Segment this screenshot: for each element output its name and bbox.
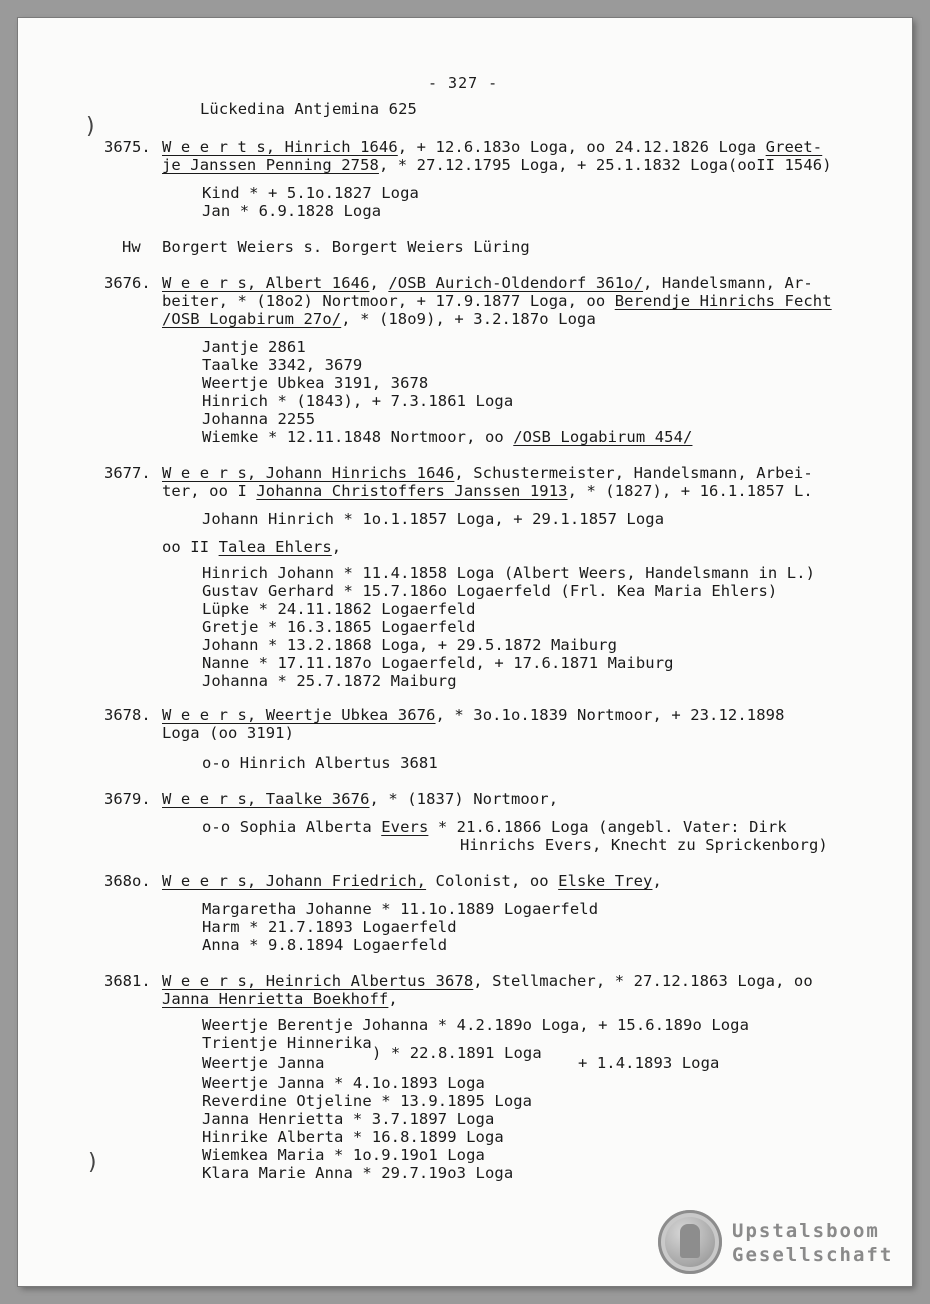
text-segment: , * (1837) Nortmoor, <box>369 790 559 808</box>
text-line <box>162 138 822 156</box>
entry-number: 3676. <box>104 274 151 292</box>
margin-bracket-mark: ) <box>86 1150 100 1175</box>
underlined-text: Johanna Christoffers Janssen 1913 <box>256 482 568 500</box>
underlined-text: Janna Henrietta Boekhoff <box>162 990 389 1008</box>
text-segment: Wiemke * 12.11.1848 Nortmoor, oo <box>202 428 514 446</box>
text-line <box>578 1054 719 1072</box>
text-line <box>202 1164 513 1182</box>
text-line <box>162 538 341 556</box>
text-line <box>202 1128 504 1146</box>
text-segment: Reverdine Otjeline * 13.9.1895 Loga <box>202 1092 533 1110</box>
text-line <box>162 872 662 890</box>
text-segment: , + 12.6.183o Loga, oo 24.12.1826 Loga <box>397 138 766 156</box>
text-line <box>202 900 598 918</box>
text-line <box>162 482 813 500</box>
text-segment: * 21.6.1866 Loga (angebl. Vater: Dirk <box>428 818 787 836</box>
text-line <box>162 724 294 742</box>
text-segment: Harm * 21.7.1893 Logaerfeld <box>202 918 457 936</box>
text-line <box>202 582 777 600</box>
text-segment: beiter, * (18o2) Nortmoor, + 17.9.1877 Loga, oo <box>162 292 615 310</box>
text-segment: Johann * 13.2.1868 Loga, + 29.5.1872 Maiburg <box>202 636 617 654</box>
text-line <box>202 1110 494 1128</box>
text-segment: , * (1827), + 16.1.1857 L. <box>567 482 813 500</box>
text-segment: Loga (oo 3191) <box>162 724 295 742</box>
text-segment: , Stellmacher, * 27.12.1863 Loga, oo <box>473 972 813 990</box>
text-segment: + 1.4.1893 Loga <box>578 1054 720 1072</box>
underlined-text: W e e r s, Heinrich Albertus 3678 <box>162 972 474 990</box>
text-line <box>202 1054 325 1072</box>
page-number: - 327 - <box>428 74 499 92</box>
text-segment: Jan * 6.9.1828 Loga <box>202 202 382 220</box>
text-line <box>162 238 530 256</box>
text-segment: Johanna * 25.7.1872 Maiburg <box>202 672 457 690</box>
text-line <box>202 428 692 446</box>
text-segment: Lüpke * 24.11.1862 Logaerfeld <box>202 600 476 618</box>
text-line <box>460 836 828 854</box>
text-line <box>202 202 381 220</box>
text-line <box>202 1092 532 1110</box>
text-segment: Weertje Berentje Johanna * 4.2.189o Loga, + 15.6.189o Loga <box>202 1016 750 1034</box>
text-line <box>202 936 447 954</box>
text-line <box>162 972 813 990</box>
underlined-text: W e e r s, Taalke 3676 <box>162 790 370 808</box>
text-segment: Margaretha Johanne * 11.1o.1889 Logaerfeld <box>202 900 599 918</box>
text-line <box>202 818 787 836</box>
underlined-text: Berendje Hinrichs Fecht <box>614 292 832 310</box>
entry-number: 3675. <box>104 138 151 156</box>
entry-number: 3681. <box>104 972 151 990</box>
text-line <box>202 356 362 374</box>
underlined-text: W e e r s, Albert 1646 <box>162 274 370 292</box>
text-line <box>162 292 832 310</box>
text-line <box>202 184 419 202</box>
text-line <box>202 392 513 410</box>
text-segment: Janna Henrietta * 3.7.1897 Loga <box>202 1110 495 1128</box>
text-segment: Klara Marie Anna * 29.7.19o3 Loga <box>202 1164 514 1182</box>
text-segment: Weertje Ubkea 3191, 3678 <box>202 374 429 392</box>
underlined-text: Talea Ehlers <box>218 538 332 556</box>
text-segment: Hinrichs Evers, Knecht zu Sprickenborg) <box>460 836 828 854</box>
text-line <box>372 1044 542 1062</box>
text-line <box>162 310 596 328</box>
entry-number: 368o. <box>104 872 151 890</box>
text-segment: Kind * + 5.1o.1827 Loga <box>202 184 419 202</box>
text-segment: Johanna 2255 <box>202 410 316 428</box>
text-segment: Hinrich Johann * 11.4.1858 Loga (Albert Weers, Handelsmann in L.) <box>202 564 816 582</box>
text-segment: Borgert Weiers s. Borgert Weiers Lüring <box>162 238 530 256</box>
text-line <box>202 510 664 528</box>
document-page <box>18 18 912 1286</box>
text-segment: , <box>369 274 389 292</box>
text-line <box>162 790 558 808</box>
text-segment: ter, oo I <box>162 482 257 500</box>
brand-name-line2: Gesellschaft <box>732 1244 894 1266</box>
underlined-text: je Janssen Penning 2758 <box>162 156 379 174</box>
text-line <box>202 1074 485 1092</box>
text-segment: ) * 22.8.1891 Loga <box>372 1044 542 1062</box>
text-line <box>202 654 674 672</box>
entry-number: 3678. <box>104 706 151 724</box>
underlined-text: Greet- <box>765 138 823 156</box>
text-segment: Hinrike Alberta * 16.8.1899 Loga <box>202 1128 504 1146</box>
text-line <box>200 100 417 118</box>
text-segment: Johann Hinrich * 1o.1.1857 Loga, + 29.1.1857 Loga <box>202 510 665 528</box>
text-segment: Hinrich * (1843), + 7.3.1861 Loga <box>202 392 514 410</box>
text-line <box>202 1034 372 1052</box>
text-line <box>202 918 457 936</box>
text-segment: o-o Hinrich Albertus 3681 <box>202 754 438 772</box>
text-segment: Anna * 9.8.1894 Logaerfeld <box>202 936 448 954</box>
text-segment: Lückedina Antjemina 625 <box>200 100 417 118</box>
text-segment: Nanne * 17.11.187o Logaerfeld, + 17.6.1871 Maiburg <box>202 654 674 672</box>
text-segment: Gretje * 16.3.1865 Logaerfeld <box>202 618 476 636</box>
text-segment: Gustav Gerhard * 15.7.186o Logaerfeld (Frl. Kea Maria Ehlers) <box>202 582 778 600</box>
text-line <box>202 672 457 690</box>
text-line <box>162 990 398 1008</box>
text-segment: , * 27.12.1795 Loga, + 25.1.1832 Loga(ooII 1546) <box>378 156 832 174</box>
underlined-text: /OSB Logabirum 454/ <box>513 428 693 446</box>
text-line <box>202 374 428 392</box>
text-line <box>202 618 476 636</box>
text-segment: Weertje Janna <box>202 1054 325 1072</box>
text-segment: , <box>331 538 342 556</box>
text-segment: o-o Sophia Alberta <box>202 818 382 836</box>
text-segment: , * 3o.1o.1839 Nortmoor, + 23.12.1898 <box>435 706 785 724</box>
text-line <box>162 156 832 174</box>
cross-reference-label: Hw <box>122 238 141 256</box>
text-segment: Taalke 3342, 3679 <box>202 356 363 374</box>
text-line <box>202 564 815 582</box>
text-line <box>202 754 438 772</box>
underlined-text: Elske Trey <box>558 872 653 890</box>
underlined-text: W e e r s, Weertje Ubkea 3676 <box>162 706 436 724</box>
text-line <box>162 706 785 724</box>
text-segment: , Handelsmann, Ar- <box>643 274 813 292</box>
text-segment: , * (18o9), + 3.2.187o Loga <box>341 310 596 328</box>
text-segment: , <box>652 872 662 890</box>
text-segment: Weertje Janna * 4.1o.1893 Loga <box>202 1074 485 1092</box>
text-line <box>202 338 306 356</box>
text-segment: Wiemkea Maria * 1o.9.19o1 Loga <box>202 1146 485 1164</box>
margin-bracket-mark: ) <box>84 114 98 139</box>
text-line <box>202 636 617 654</box>
society-seal-icon <box>658 1210 722 1274</box>
text-line <box>162 274 813 292</box>
underlined-text: /OSB Aurich-Oldendorf 361o/ <box>388 274 644 292</box>
brand-name-line1: Upstalsboom <box>732 1220 880 1242</box>
entry-number: 3679. <box>104 790 151 808</box>
underlined-text: W e e r t s, Hinrich 1646 <box>162 138 398 156</box>
text-segment: , <box>388 990 398 1008</box>
text-segment: Trientje Hinnerika <box>202 1034 372 1052</box>
text-segment: Jantje 2861 <box>202 338 306 356</box>
underlined-text: /OSB Logabirum 27o/ <box>162 310 342 328</box>
underlined-text: Evers <box>381 818 429 836</box>
text-line <box>202 600 476 618</box>
text-segment: oo II <box>162 538 219 556</box>
text-segment: Colonist, oo <box>426 872 559 890</box>
text-line <box>202 1146 485 1164</box>
text-line <box>162 464 813 482</box>
entry-number: 3677. <box>104 464 151 482</box>
underlined-text: W e e r s, Johann Hinrichs 1646 <box>162 464 455 482</box>
text-line <box>202 1016 749 1034</box>
text-segment: , Schustermeister, Handelsmann, Arbei- <box>454 464 813 482</box>
underlined-text: W e e r s, Johann Friedrich, <box>162 872 427 890</box>
text-line <box>202 410 315 428</box>
